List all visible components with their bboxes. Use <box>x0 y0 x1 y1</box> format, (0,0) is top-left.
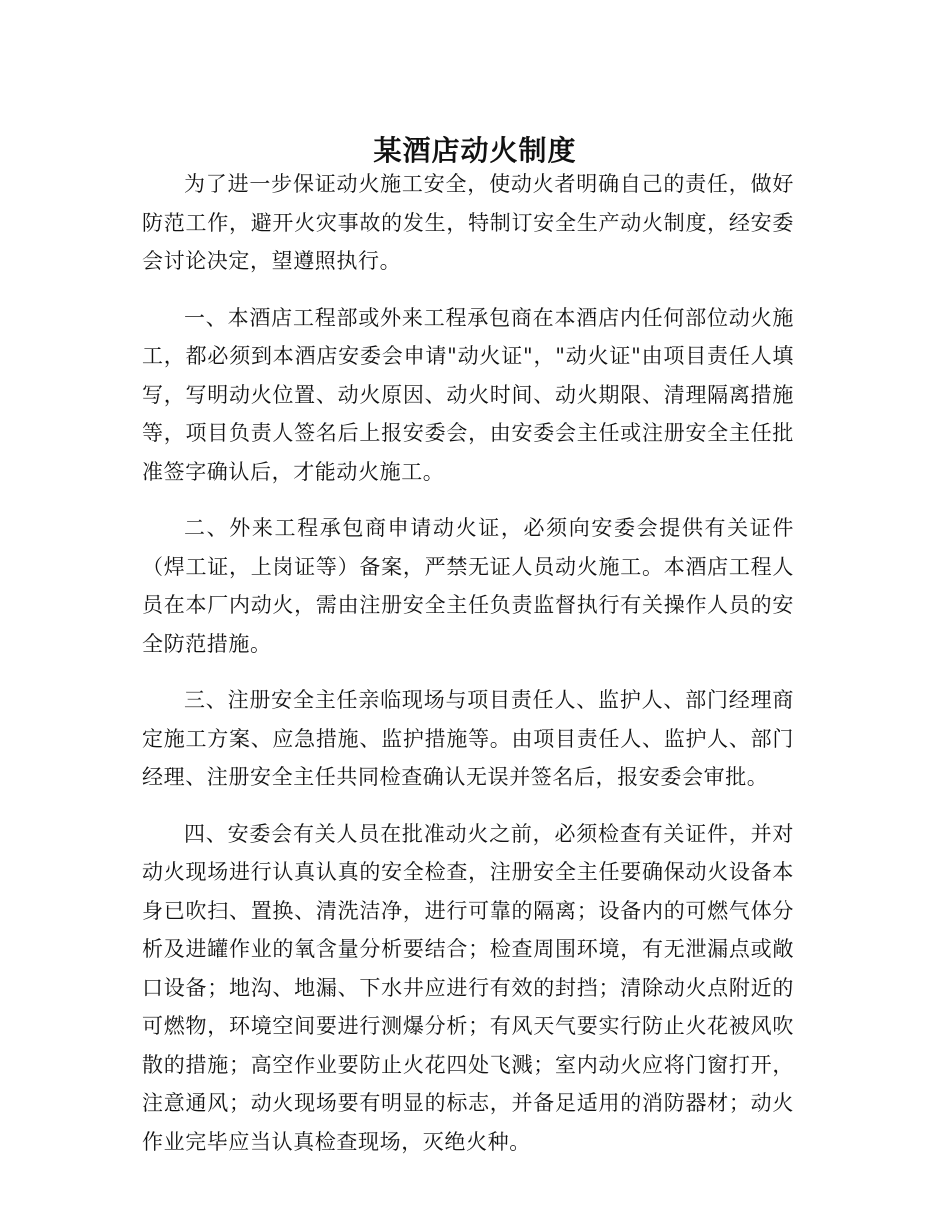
document-title: 某酒店动火制度 <box>373 133 577 167</box>
paragraph-clause-4: 四、安委会有关人员在批准动火之前，必须检查有关证件，并对动火现场进行认真认真的安全检查，注册安全主任要确保动火设备本身已吹扫、置换、清洗洁净，进行可靠的隔离；设备内的可燃气体分析及进罐作业的氧含量分析要结合；检查周围环境，有无泄漏点或敞口设备；地沟、地漏、下水井应进行有效的封挡；清除动火点附近的可燃物，环境空间要进行测爆分析；有风天气要实行防止火花被风吹散的措施；高空作业要防止火花四处飞溅；室内动火应将门窗打开，注意通风；动火现场要有明显的标志，并备足适用的消防器材；动火作业完毕应当认真检查现场，灭绝火种。 <box>142 821 794 1154</box>
paragraph-clause-3: 三、注册安全主任亲临现场与项目责任人、监护人、部门经理商定施工方案、应急措施、监护措施等。由项目责任人、监护人、部门经理、注册安全主任共同检查确认无误并签名后，报安委会审批。 <box>142 688 794 789</box>
paragraph-clause-2: 二、外来工程承包商申请动火证，必须向安委会提供有关证件（焊工证，上岗证等）备案，严禁无证人员动火施工。本酒店工程人员在本厂内动火，需由注册安全主任负责监督执行有关操作人员的安全防范措施。 <box>142 516 794 656</box>
document-body <box>142 165 794 1179</box>
paragraph-intro: 为了进一步保证动火施工安全，使动火者明确自己的责任，做好防范工作，避开火灾事故的发生，特制订安全生产动火制度，经安委会讨论决定，望遵照执行。 <box>142 172 794 273</box>
paragraph-clause-1: 一、本酒店工程部或外来工程承包商在本酒店内任何部位动火施工，都必须到本酒店安委会申请"动火证"，"动火证"由项目责任人填写，写明动火位置、动火原因、动火时间、动火期限、清理隔离措施等，项目负责人签名后上报安委会，由安委会主任或注册安全主任批准签字确认后，才能动火施工。 <box>142 305 794 484</box>
